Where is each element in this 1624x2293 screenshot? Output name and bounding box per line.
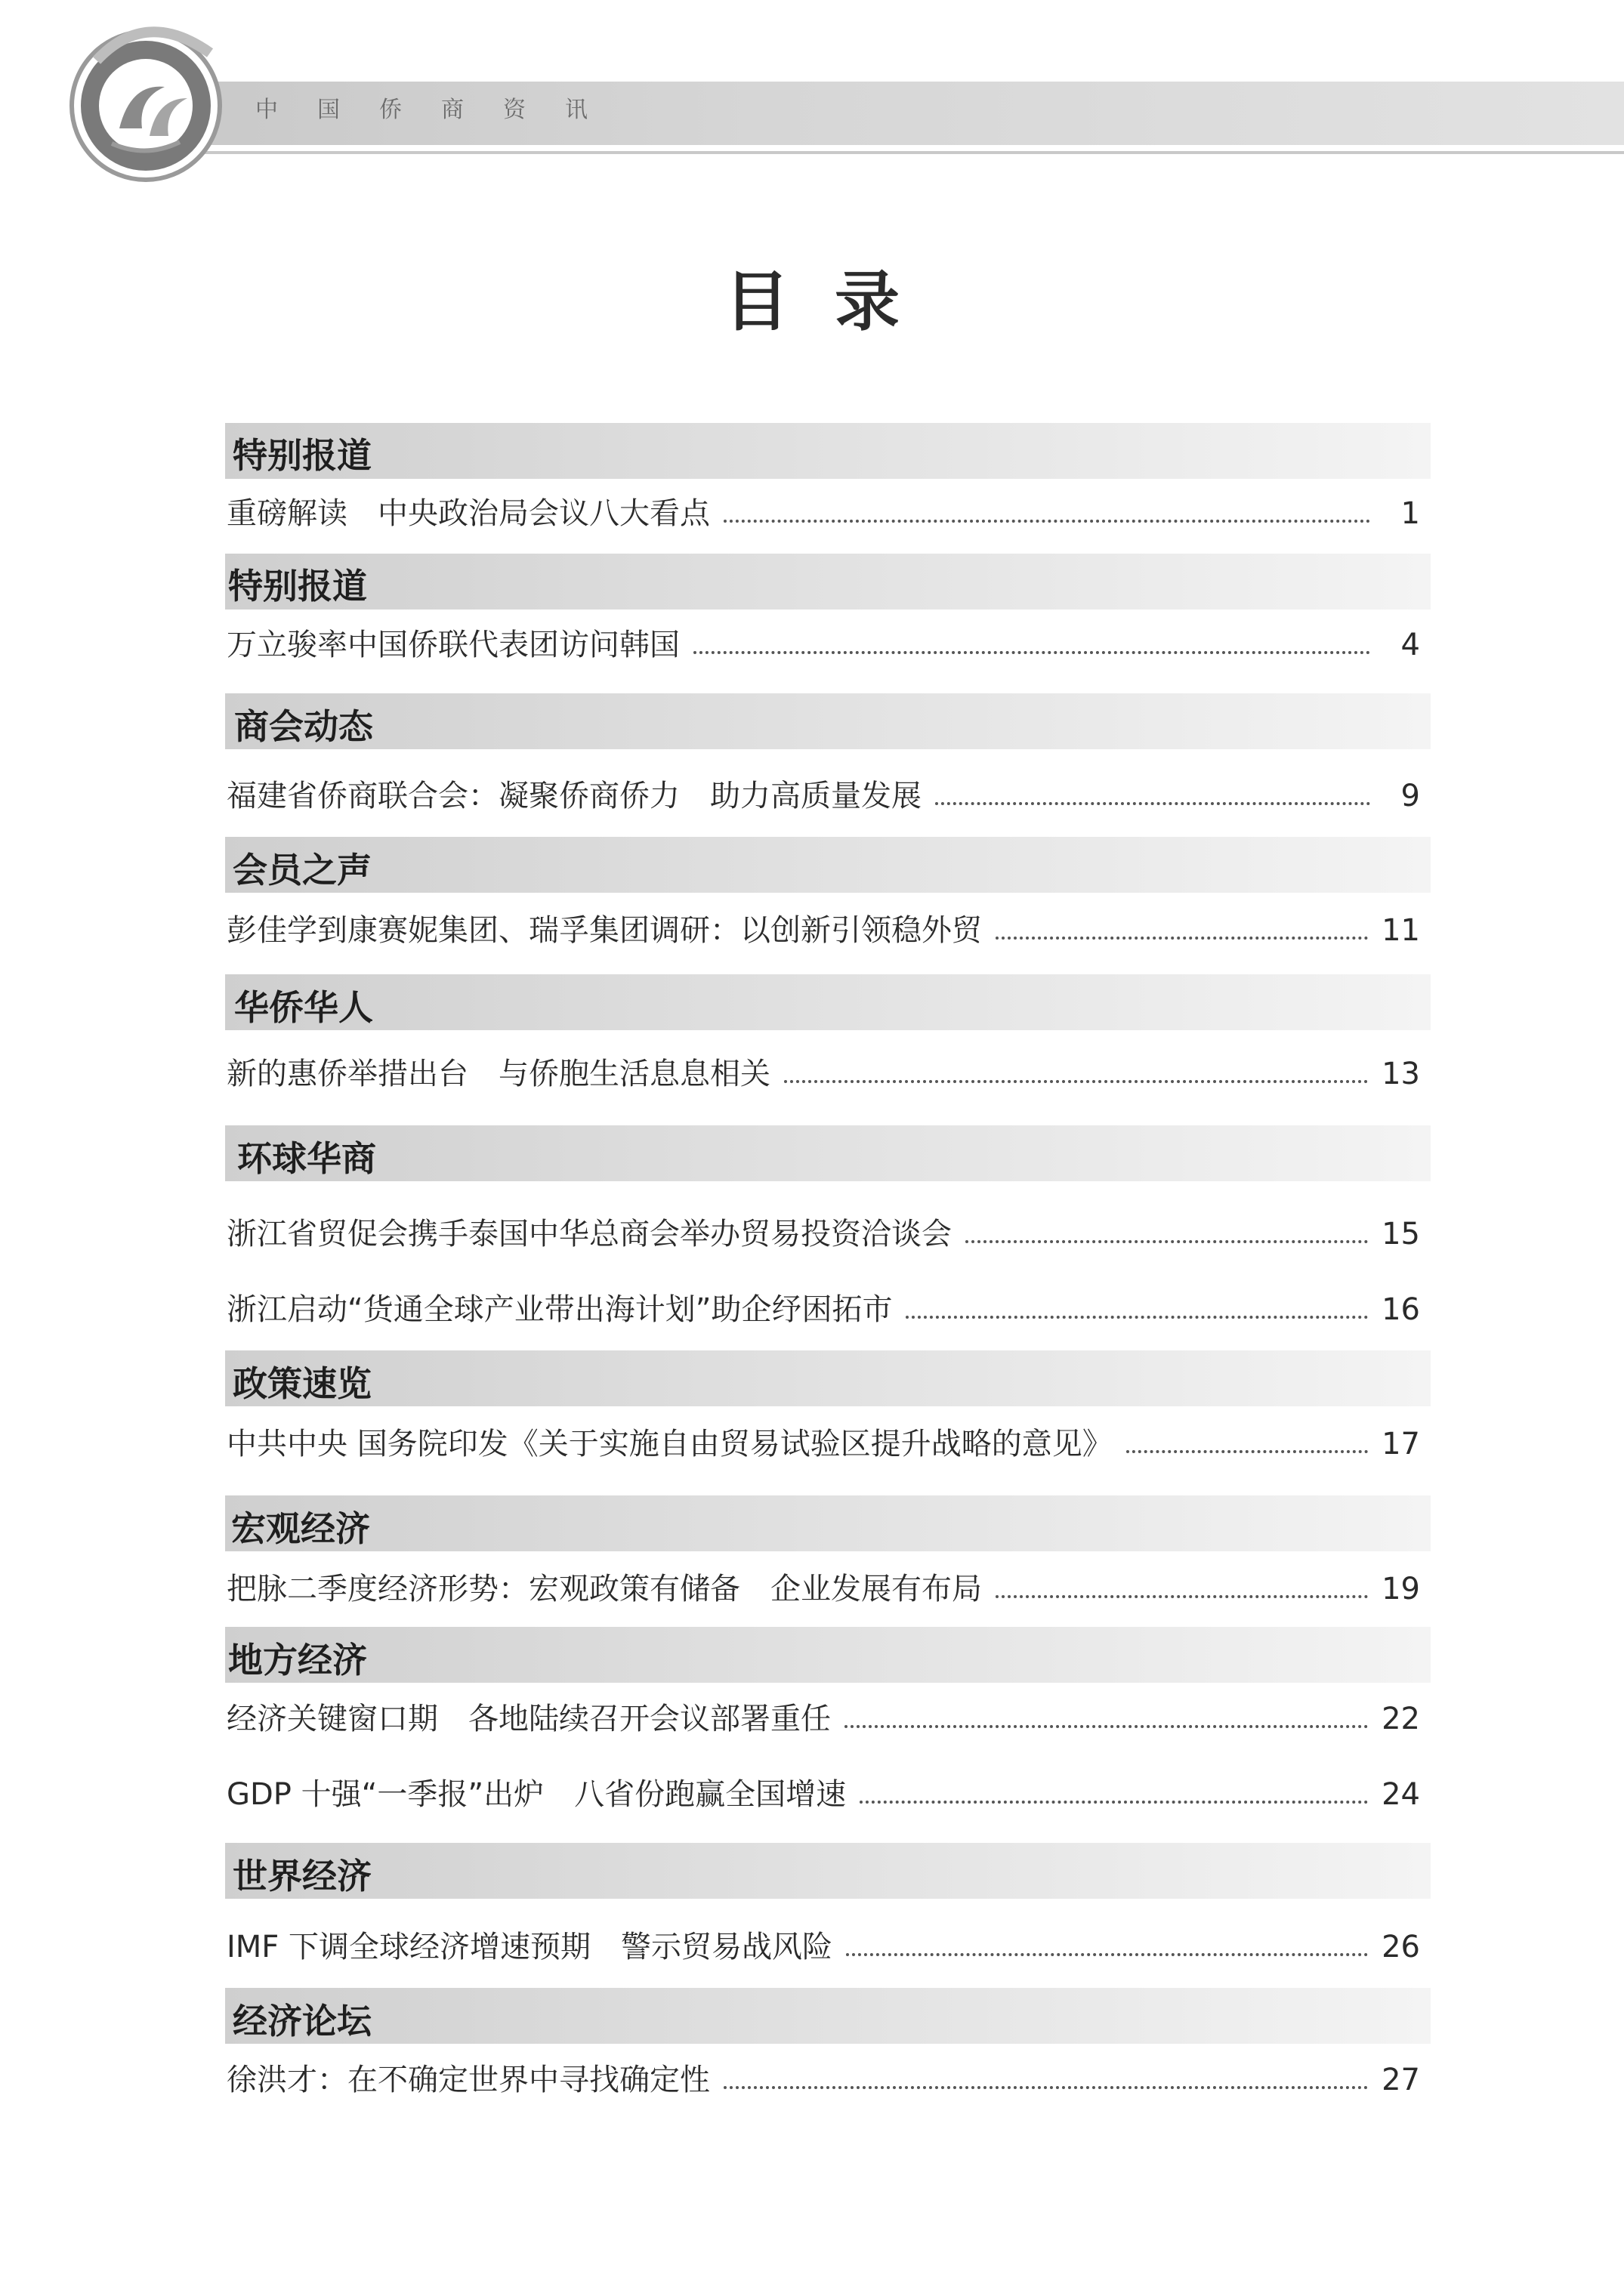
toc-entry[interactable]: [227, 2060, 1420, 2100]
toc-entry[interactable]: [227, 1927, 1420, 1967]
dot-leader: [996, 1595, 1368, 1598]
section-bar: [225, 1495, 1431, 1551]
toc-entry-title: 重磅解读 中央政治局会议八大看点: [227, 496, 710, 531]
dot-leader: [724, 2086, 1368, 2089]
toc-entry-title: 浙江启动“货通全球产业带出海计划”助企纾困拓市: [227, 1292, 893, 1327]
toc-entry-title: 把脉二季度经济形势：宏观政策有储备 企业发展有布局: [227, 1572, 982, 1606]
section-heading: 宏观经济: [231, 1508, 370, 1549]
toc-entry[interactable]: [227, 1214, 1420, 1254]
dot-leader: [693, 651, 1370, 654]
toc-entry-page: 19: [1382, 1572, 1420, 1606]
toc-entry-title: 徐洪才：在不确定世界中寻找确定性: [227, 2063, 710, 2097]
toc-entry-page: 27: [1382, 2063, 1420, 2097]
toc-entry-title: 彭佳学到康赛妮集团、瑞孚集团调研：以创新引领稳外贸: [227, 913, 982, 948]
dot-leader: [906, 1316, 1368, 1319]
dot-leader: [996, 937, 1368, 940]
section-heading: 商会动态: [234, 706, 373, 747]
dot-leader: [724, 520, 1370, 523]
toc-entry[interactable]: [227, 625, 1420, 665]
toc-entry[interactable]: [227, 1290, 1420, 1329]
dot-leader: [860, 1801, 1368, 1804]
toc-entry-page: 1: [1400, 496, 1420, 531]
dot-leader: [965, 1240, 1368, 1243]
section-heading: 世界经济: [233, 1856, 372, 1896]
header-title: 中国侨商资讯: [255, 97, 627, 123]
section-heading: 特别报道: [228, 566, 367, 606]
page-title: 目录: [724, 264, 945, 340]
section-bar: [225, 837, 1431, 893]
section-bar: [225, 974, 1431, 1030]
section-heading: 地方经济: [228, 1640, 367, 1680]
toc-entry-page: 11: [1382, 913, 1420, 948]
toc-entry-page: 13: [1382, 1057, 1420, 1091]
section-heading: 政策速览: [233, 1363, 372, 1404]
toc-entry[interactable]: [227, 911, 1420, 950]
toc-entry-page: 9: [1400, 779, 1420, 813]
section-bar: [225, 1125, 1431, 1181]
dot-leader: [846, 1953, 1368, 1956]
section-bar: [225, 1627, 1431, 1683]
toc-entry-page: 15: [1382, 1217, 1420, 1251]
toc-entry-page: 22: [1382, 1702, 1420, 1736]
toc-entry-page: 17: [1382, 1427, 1420, 1461]
toc-entry[interactable]: [227, 1054, 1420, 1094]
section-bar: [225, 554, 1431, 610]
toc-entry-title: 经济关键窗口期 各地陆续召开会议部署重任: [227, 1702, 831, 1736]
toc-entry-title: 浙江省贸促会携手泰国中华总商会举办贸易投资洽谈会: [227, 1217, 952, 1251]
section-bar: [225, 423, 1431, 479]
dot-leader: [1126, 1450, 1368, 1453]
section-bar: [225, 1843, 1431, 1899]
section-heading: 会员之声: [233, 850, 372, 890]
toc-entry-title: 中共中央 国务院印发《关于实施自由贸易试验区提升战略的意见》: [227, 1427, 1113, 1461]
toc-entry-title: 万立骏率中国侨联代表团访问韩国: [227, 628, 680, 662]
section-bar: [225, 1350, 1431, 1406]
section-heading: 特别报道: [233, 435, 372, 476]
dot-leader: [844, 1725, 1368, 1728]
toc-entry-page: 26: [1382, 1930, 1420, 1964]
toc-entry[interactable]: [227, 776, 1420, 816]
toc-entry-page: 4: [1400, 628, 1420, 662]
dot-leader: [784, 1080, 1368, 1083]
toc-entry[interactable]: [227, 1569, 1420, 1609]
toc-entry[interactable]: [227, 494, 1420, 533]
section-heading: 环球华商: [237, 1138, 376, 1179]
section-heading: 经济论坛: [233, 2001, 372, 2041]
toc-entry-title: IMF 下调全球经济增速预期 警示贸易战风险: [227, 1930, 833, 1964]
section-bar: [225, 693, 1431, 749]
section-bar: [225, 1988, 1431, 2044]
toc-entry-page: 16: [1382, 1292, 1420, 1327]
dot-leader: [935, 802, 1370, 805]
toc-entry[interactable]: [227, 1424, 1420, 1464]
section-heading: 华侨华人: [234, 987, 373, 1028]
toc-entry[interactable]: [227, 1699, 1420, 1739]
toc-entry-title: 新的惠侨举措出台 与侨胞生活息息相关: [227, 1057, 770, 1091]
toc-entry-title: 福建省侨商联合会：凝聚侨商侨力 助力高质量发展: [227, 779, 922, 813]
toc-entry-title: GDP 十强“一季报”出炉 八省份跑赢全国增速: [227, 1777, 847, 1812]
toc-entry-page: 24: [1382, 1777, 1420, 1812]
toc-entry[interactable]: [227, 1775, 1420, 1814]
